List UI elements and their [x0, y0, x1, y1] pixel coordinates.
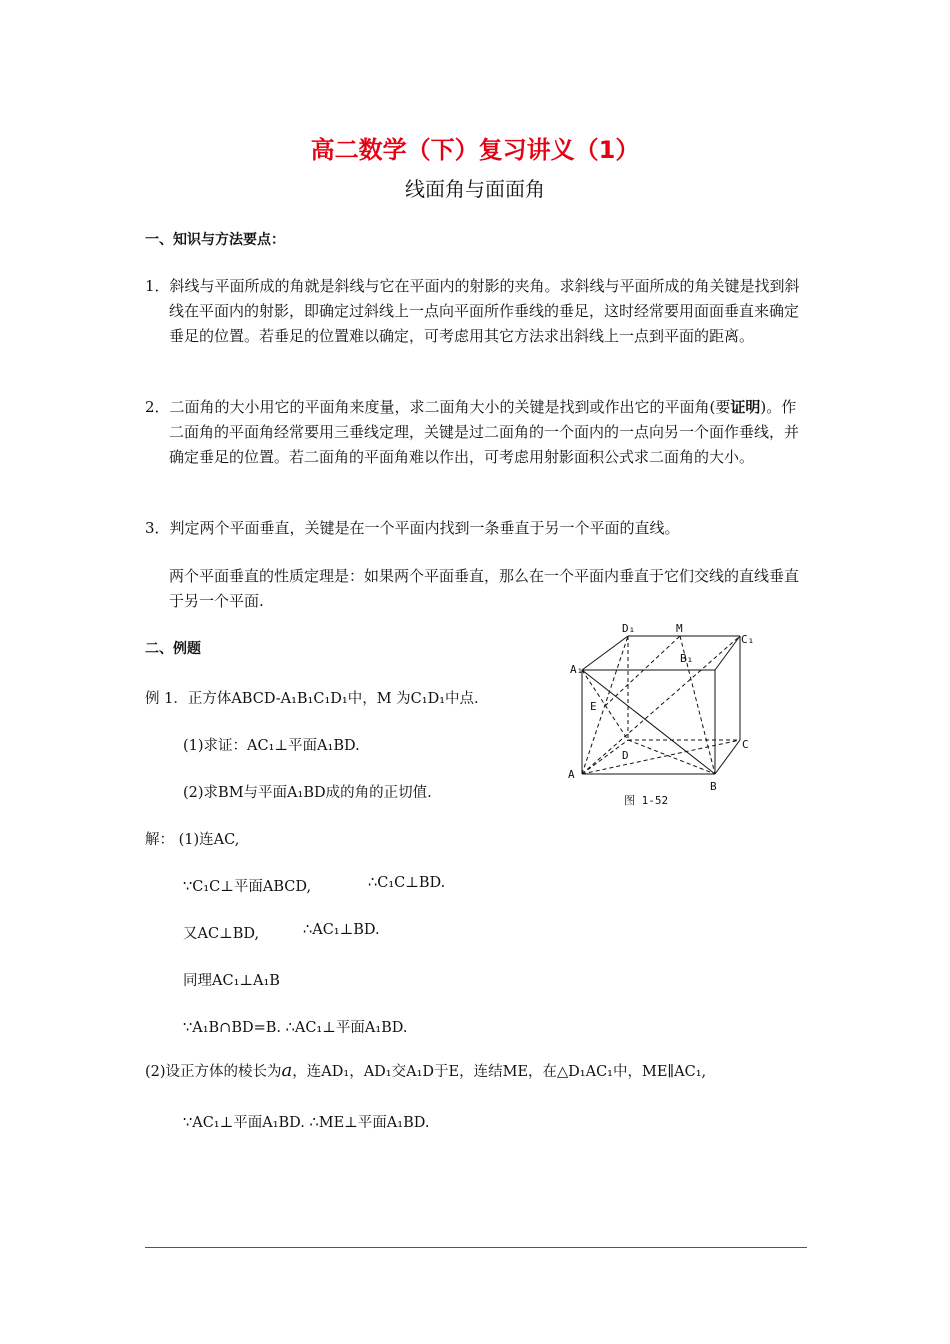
- paragraph-2: 2．二面角的大小用它的平面角来度量，求二面角大小的关键是找到或作出它的平面角(要证明)。作二面角的平面角经常要用三垂线定理，关键是过二面角的一个面内的一点向另一个面作垂线，并确定垂足的位置。若二面角的平面角难以作出，可考虑用射影面积公式求二面角的大小。: [145, 398, 800, 466]
- example-1-question-1: (1)求证：AC₁⊥平面A₁BD.: [183, 738, 360, 754]
- solution-step-1b: ∴C₁C⊥BD.: [368, 875, 446, 891]
- line-DB-hidden: [628, 740, 715, 774]
- edge-A1D1: [582, 636, 628, 670]
- edge-B1C1: [715, 636, 740, 670]
- label-E: E: [590, 700, 597, 713]
- variable-a: a: [281, 1060, 293, 1081]
- page-subtitle: 线面角与面面角: [405, 177, 545, 201]
- solution-step-2b: ∴AC₁⊥BD.: [303, 922, 380, 938]
- solution-step-4: ∵A₁B∩BD=B. ∴AC₁⊥平面A₁BD.: [183, 1020, 408, 1036]
- label-M: M: [676, 622, 683, 635]
- section-heading-key-points: 一、知识与方法要点：: [145, 232, 285, 248]
- cube-figure: [560, 618, 760, 818]
- label-B1: B₁: [680, 652, 694, 665]
- label-C: C: [742, 738, 749, 751]
- paragraph-4: 两个平面垂直的性质定理是：如果两个平面垂直，那么在一个平面内垂直于它们交线的直线垂直于另一个平面.: [169, 567, 800, 610]
- solution-step-3: 同理AC₁⊥A₁B: [183, 973, 280, 989]
- label-B: B: [710, 780, 717, 793]
- label-D: D: [622, 749, 629, 762]
- edge-BC: [715, 740, 740, 774]
- label-C1: C₁: [741, 633, 755, 646]
- line-A1M-solid: [582, 636, 680, 670]
- solution-line-1: 解： (1)连AC,: [145, 832, 240, 848]
- example-1-question-2: (2)求BM与平面A₁BD成的角的正切值.: [183, 785, 432, 801]
- paragraph-1: 1．斜线与平面所成的角就是斜线与它在平面内的射影的夹角。求斜线与平面所成的角关键是找到斜线在平面内的射影，即确定过斜线上一点向平面所作垂线的垂足，这时经常要用面面垂直来确定垂足的位置。若垂足的位置难以确定，可考虑用其它方法求出斜线上一点到平面的距离。: [145, 277, 800, 345]
- solution-step-2a: 又AC⊥BD,: [183, 926, 260, 942]
- figure-caption: 图 1-52: [624, 794, 669, 807]
- emphasis-prove: 证明: [730, 398, 761, 416]
- label-A1: A₁: [570, 663, 584, 676]
- footer-divider: [145, 1247, 807, 1248]
- solution-step-1a: ∵C₁C⊥平面ABCD,: [183, 879, 312, 895]
- section-heading-examples: 二、例题: [145, 641, 201, 657]
- solution-part-2: (2)设正方体的棱长为a，连AD₁，AD₁交A₁D于E，连结ME，在△D₁AC₁中，ME∥AC₁,: [145, 1060, 707, 1081]
- label-D1: D₁: [622, 622, 636, 635]
- example-1-statement: 例 1．正方体ABCD-A₁B₁C₁D₁中，M 为C₁D₁中点.: [145, 691, 479, 707]
- solution-step-6: ∵AC₁⊥平面A₁BD. ∴ME⊥平面A₁BD.: [183, 1115, 430, 1131]
- label-A: A: [568, 768, 575, 781]
- diagonal-A1B: [582, 670, 715, 774]
- page-title: 高二数学（下）复习讲义（1）: [310, 136, 640, 164]
- paragraph-3: 3．判定两个平面垂直，关键是在一个平面内找到一条垂直于另一个平面的直线。: [145, 519, 680, 537]
